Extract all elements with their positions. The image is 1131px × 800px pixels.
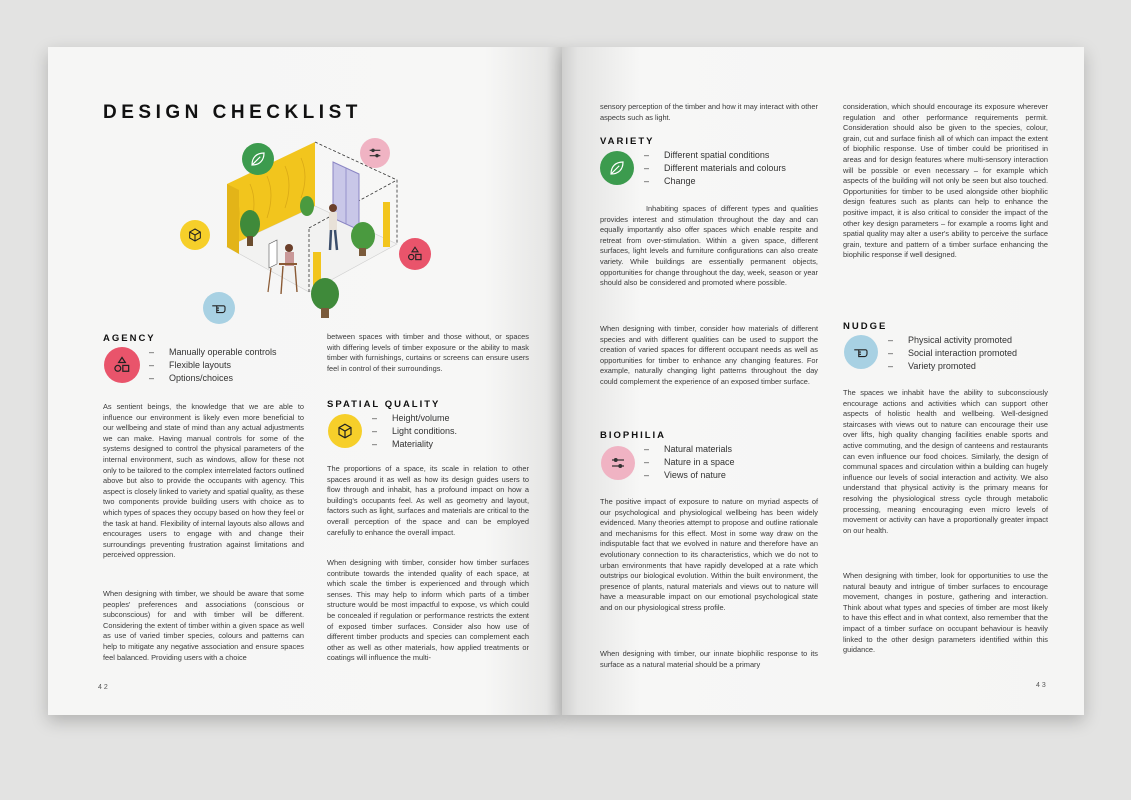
list-item: – Materiality <box>372 438 457 451</box>
nudge-body: The spaces we inhabit have the ability to subconsciously encourage actions and activities which can support other aspects of holistic health and wellbeing. Well-designed staircases with views out to nature can encourage their use over lifts, high quality changing facilities enable sports and active commuting, and the design of canteens and restaurants can even influence our food choices. Similarly, the design of communal spaces and circulation within a building can hugely influence our levels of social interaction and activity. We also understand that physical activity is the primary means for resolving the physiological stress cycle through metabolic processing, meaning encouraging even micro levels of movement or activity can have a proportionally greater impact on our health. <box>843 388 1048 535</box>
biophilia-body-continued: consideration, which should encourage its exposure wherever regulation and other performance requirements permit. Consideration should also be given to the species, colour, grain, cut and surface finish all of which can impact the extent of biophilic response. Use of timber could be prioritised in areas and for design features where multi-sensory interaction will be possible or even necessary – for example which aspects of the building will not only be seen but also touched. Opportunities for timber to be used alongside other biophilic design features such as plants can help to enhance the positive impact, it is also critical to consider the impact of the other key design parameters – for example a rooms light and spatial quality may alter a user's ability to perceive the surface grain, texture and pattern of a timber surface enhancing the biophilic response if well designed. <box>843 102 1048 260</box>
variety-heading: VARIETY <box>600 136 655 147</box>
pointing-hand-icon <box>844 335 878 369</box>
list-item: – Light conditions. <box>372 425 457 438</box>
spatial-quality-body-timber: When designing with timber, consider how timber surfaces contribute towards the intended quality of each space, at which scale the timber is experienced and through which senses. This may help to inform which parts of a timber structure would be most impactful to expose, vs which could be concealed if regulation or performance restricts the extent of exposed timber surfaces. Consider also how use of different timber products and species can complement each other as well as other materials, how applied treatments or coatings will influence the multi- <box>327 558 529 663</box>
pointing-hand-icon <box>203 292 235 324</box>
agency-list <box>149 346 277 386</box>
page-number-right: 43 <box>1036 682 1048 689</box>
shapes-icon <box>399 238 431 270</box>
nudge-body-timber: When designing with timber, look for opportunities to use the natural beauty and intrigue of timber surfaces to encourage movement, changes in posture, gathering and interaction. Think about what types and species of timber are most likely to have this effect and in what context, also remember that the impact of a timber surface on occupant behaviour is heavily linked to the other design parameters identified within this guidance. <box>843 571 1048 655</box>
spatial-quality-list <box>372 412 457 452</box>
agency-body-continued: between spaces with timber and those without, or spaces with differing levels of timber exposure or the ability to mask timber with furnishings, curtains or screens can ensure users feel in control of their surroundings. <box>327 332 529 373</box>
sliders-icon <box>360 138 390 168</box>
nudge-list <box>888 334 1017 374</box>
nudge-heading: NUDGE <box>843 321 888 332</box>
spatial-quality-body: The proportions of a space, its scale in relation to other spaces around it as well as how its design guides users to flow through and inhabit, has a profound impact on how a building's occupants feel. As well as geometry and layout, factors such as light, surfaces and materials are critical to the overall perception of the space and can be employed carefully to enhance the overall impact. <box>327 464 529 537</box>
spatial-quality-body-continued: sensory perception of the timber and how it may interact with other aspects such as light. <box>600 102 818 122</box>
biophilia-body: The positive impact of exposure to nature on myriad aspects of our psychological and physiological wellbeing has been widely evidenced. Many theories attempt to propose and outline rationale and mechanisms for this effect. Most in some way draw on the indisputable fact that we evolved in nature and therefore have an evolutionary connection to its characteristics, which we do not to urban environments that have rapidly developed at a rate which outstrips our biological evolution. Within the built environment, the presence of plants, natural materials and views out to nature will have a measurable impact on our emotional psychological state and on our physiological stress profile. <box>600 497 818 612</box>
cube-icon <box>328 414 362 448</box>
list-item: – Physical activity promoted <box>888 334 1017 347</box>
shapes-icon <box>104 347 140 383</box>
agency-body: As sentient beings, the knowledge that we are able to influence our environment is likely even more beneficial to our wellbeing and state of mind than any actual adjustments we can make. Having manual controls for some of the systems designed to control the physical parameters of the internal environment, such as windows, allow for these not only to be tailored to the complex interrelated factors outlined above but also to provide the occupants with agency. This aspect is closely linked to variety and spatial quality, as these two components provide building users with choice as to which types of spaces they occupy based on how they feel or the task at hand. Flexibility of internal layouts also allows and encourages users to engage with and change their surroundings preventing frustration against limitations and perceived oppression. <box>103 402 304 560</box>
list-item: – Change <box>644 175 786 188</box>
biophilia-heading: BIOPHILIA <box>600 430 667 441</box>
list-item: – Different materials and colours <box>644 162 786 175</box>
variety-body: Inhabiting spaces of different types and qualities provides interest and stimulation throughout the day and can equally importantly also offer spaces which enable respite and retreat from over-stimulation. Within a given space, different surfaces, light levels and furniture configurations can also create variety. While buildings are essentially permanent objects, opportunities for change throughout the day, week, season or year should also be considered and promoted where possible. <box>600 204 818 288</box>
list-item: – Flexible layouts <box>149 359 277 372</box>
page-title: DESIGN CHECKLIST <box>103 102 362 123</box>
list-item: – Options/choices <box>149 372 277 385</box>
variety-body-timber: When designing with timber, consider how materials of different species and with different qualities can be used to support the creation of varied spaces for different occupant needs as well as opportunities for timber to enhance any changing features. For example, naturally changing light patterns throughout the day could complement the experience of an exposed timber surface. <box>600 324 818 386</box>
agency-heading: AGENCY <box>103 333 156 344</box>
list-item: – Social interaction promoted <box>888 347 1017 360</box>
agency-body-timber: When designing with timber, we should be aware that some peoples' preferences and associations (conscious or subconscious) for and with timber will be different. Considering the extent of timber within a given space as well as use of varied timber species, colours and patterns can help to mitigate any negative association and ensure spaces feel balanced. Providing users with a choice <box>103 589 304 662</box>
list-item: – Different spatial conditions <box>644 149 786 162</box>
page-number-left: 42 <box>98 684 110 691</box>
list-item: – Manually operable controls <box>149 346 277 359</box>
list-item: – Views of nature <box>644 469 735 482</box>
biophilia-list <box>644 443 735 483</box>
list-item: – Variety promoted <box>888 360 1017 373</box>
leaf-icon <box>600 151 634 185</box>
cube-icon <box>180 220 210 250</box>
sliders-icon <box>601 446 635 480</box>
variety-list <box>644 149 786 189</box>
biophilia-body-timber: When designing with timber, our innate biophilic response to its surface as a natural material should be a primary <box>600 649 818 669</box>
list-item: – Natural materials <box>644 443 735 456</box>
list-item: – Height/volume <box>372 412 457 425</box>
spatial-quality-heading: SPATIAL QUALITY <box>327 399 441 410</box>
leaf-icon <box>242 143 274 175</box>
list-item: – Nature in a space <box>644 456 735 469</box>
